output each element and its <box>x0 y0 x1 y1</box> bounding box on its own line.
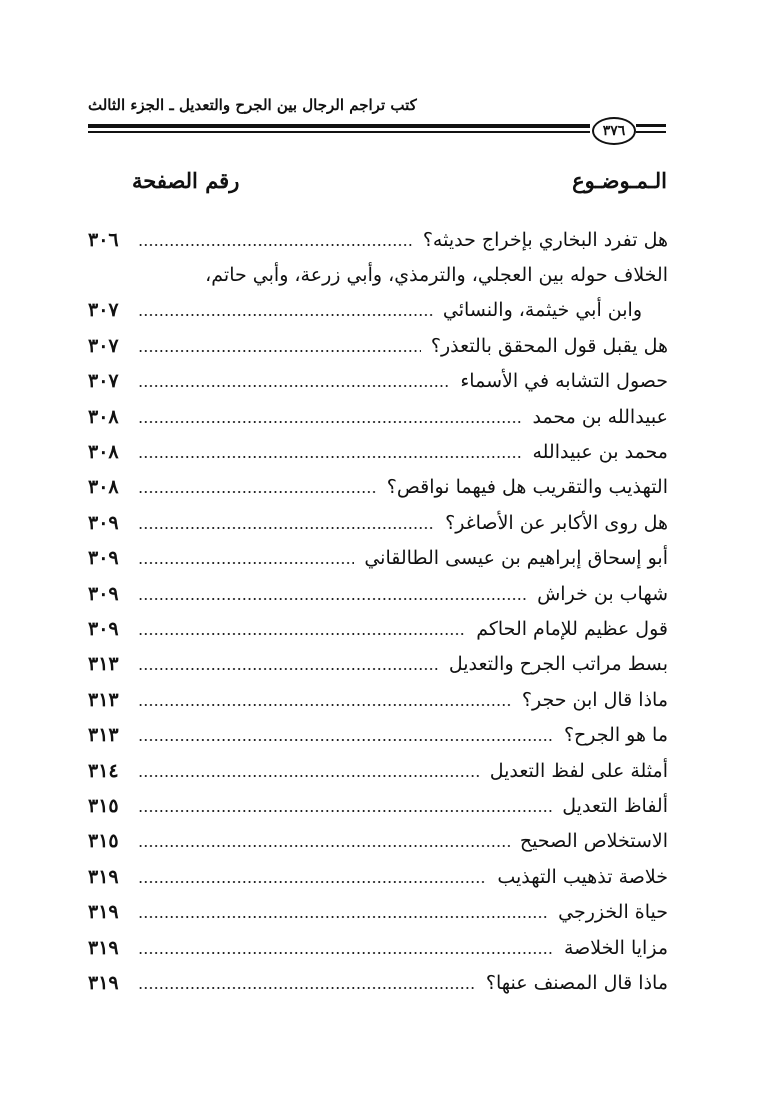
toc-entry-title: شهاب بن خراش <box>537 582 668 605</box>
running-header-title: كتب تراجم الرجال بين الجرح والتعديل ـ الجزء الثالث <box>88 96 417 114</box>
toc-entry-title: خلاصة تذهيب التهذيب <box>497 865 668 888</box>
dot-leader <box>138 668 439 670</box>
toc-entry-title: التهذيب والتقريب هل فيهما نواقص؟ <box>386 476 668 499</box>
toc-entry-page: ٣٠٧ <box>88 334 119 357</box>
toc-entry-page: ٣١٩ <box>88 936 119 959</box>
dot-leader <box>138 598 527 600</box>
toc-entry <box>88 682 668 717</box>
toc-entry-title: محمد بن عبيدالله <box>532 441 668 464</box>
toc-entry-title: عبيدالله بن محمد <box>532 405 668 428</box>
page-number: ٣٧٦ <box>592 117 636 145</box>
dot-leader <box>138 491 377 493</box>
toc-entry-page: ٣١٩ <box>88 971 119 994</box>
table-of-contents <box>88 222 668 1001</box>
toc-entry-page: ٣٠٨ <box>88 441 119 464</box>
dot-leader <box>138 385 450 387</box>
toc-entry <box>88 788 668 823</box>
toc-entry-title: وابن أبي خيثمة، والنسائي <box>442 299 642 322</box>
dot-leader <box>138 244 413 246</box>
toc-entry-title: مزايا الخلاصة <box>563 936 668 959</box>
toc-entry <box>88 753 668 788</box>
toc-entry-title: ألفاظ التعديل <box>562 794 668 817</box>
toc-entry <box>88 434 668 469</box>
toc-entry-page: ٣١٣ <box>88 653 119 676</box>
dot-leader <box>138 881 487 883</box>
toc-entry <box>88 293 668 328</box>
toc-entry-title: أمثلة على لفظ التعديل <box>489 759 668 782</box>
toc-entry-page: ٣١٥ <box>88 830 119 853</box>
toc-entry-title: ماذا قال المصنف عنها؟ <box>485 971 668 994</box>
toc-entry-page: ٣١٩ <box>88 901 119 924</box>
dot-leader <box>138 704 512 706</box>
header-ornament-line <box>636 131 666 133</box>
header-ornament-line <box>636 124 666 127</box>
toc-entry <box>88 647 668 682</box>
toc-entry <box>88 859 668 894</box>
toc-entry-page: ٣١٤ <box>88 759 119 782</box>
toc-entry <box>88 930 668 965</box>
dot-leader <box>138 314 433 316</box>
toc-entry <box>88 894 668 929</box>
toc-entry <box>88 328 668 363</box>
toc-entry <box>88 965 668 1000</box>
dot-leader <box>138 456 522 458</box>
toc-entry-page: ٣٠٦ <box>88 228 119 251</box>
toc-entry-page: ٣١٥ <box>88 794 119 817</box>
toc-entry <box>88 399 668 434</box>
toc-entry <box>88 611 668 646</box>
toc-entry-page: ٣٠٨ <box>88 405 119 428</box>
toc-entry <box>88 717 668 752</box>
dot-leader <box>138 633 466 635</box>
toc-entry <box>88 470 668 505</box>
toc-entry <box>88 257 668 292</box>
dot-leader <box>138 562 354 564</box>
toc-entry-page: ٣٠٧ <box>88 370 119 393</box>
header-rule-thick <box>88 124 590 128</box>
dot-leader <box>138 739 554 741</box>
toc-entry-page: ٣٠٩ <box>88 547 119 570</box>
toc-entry-title: حصول التشابه في الأسماء <box>460 370 668 393</box>
toc-entry <box>88 222 668 257</box>
toc-entry-page: ٣١٣ <box>88 688 119 711</box>
toc-entry-page: ٣٠٩ <box>88 617 119 640</box>
dot-leader <box>138 527 435 529</box>
toc-entry-page: ٣٠٨ <box>88 476 119 499</box>
column-heading-topic: الـمـوضـوع <box>572 168 667 193</box>
toc-entry-page: ٣٠٧ <box>88 299 119 322</box>
dot-leader <box>138 775 480 777</box>
toc-entry-title: أبو إسحاق إبراهيم بن عيسى الطالقاني <box>364 547 668 570</box>
dot-leader <box>138 987 476 989</box>
toc-entry-title: قول عظيم للإمام الحاكم <box>476 617 668 640</box>
dot-leader <box>138 350 421 352</box>
toc-entry-title: ما هو الجرح؟ <box>563 724 668 747</box>
dot-leader <box>138 810 552 812</box>
toc-entry <box>88 505 668 540</box>
toc-entry <box>88 824 668 859</box>
toc-entry-title: هل يقبل قول المحقق بالتعذر؟ <box>430 334 668 357</box>
toc-entry-title: هل روى الأكابر عن الأصاغر؟ <box>445 511 668 534</box>
toc-entry-page: ٣١٩ <box>88 865 119 888</box>
toc-entry-page: ٣٠٩ <box>88 582 119 605</box>
header-rule-thin <box>88 131 590 133</box>
toc-entry-title: حياة الخزرجي <box>558 901 668 924</box>
toc-entry <box>88 541 668 576</box>
toc-entry-title: بسط مراتب الجرح والتعديل <box>448 653 668 676</box>
toc-entry-title: ماذا قال ابن حجر؟ <box>521 688 668 711</box>
toc-entry-page: ٣٠٩ <box>88 511 119 534</box>
toc-entry-title: الخلاف حوله بين العجلي، والترمذي، وأبي زرعة، وأبي حاتم، <box>205 264 668 287</box>
toc-entry-title: هل تفرد البخاري بإخراج حديثه؟ <box>422 228 668 251</box>
toc-entry-title: الاستخلاص الصحيح <box>519 830 668 853</box>
dot-leader <box>138 421 522 423</box>
toc-entry-page: ٣١٣ <box>88 724 119 747</box>
column-heading-page: رقم الصفحة <box>132 168 240 193</box>
toc-entry <box>88 364 668 399</box>
dot-leader <box>138 916 548 918</box>
dot-leader <box>138 845 510 847</box>
dot-leader <box>138 952 554 954</box>
toc-entry <box>88 576 668 611</box>
